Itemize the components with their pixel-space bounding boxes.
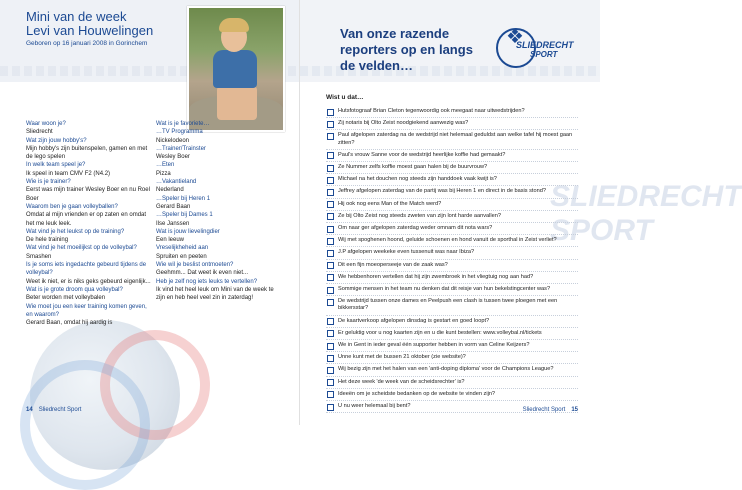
list-item: [326, 389, 578, 401]
interview-question: …Speler bij Heren 1: [156, 195, 211, 202]
interview-answer: Gerard Baan, omdat hij aardig is: [26, 320, 113, 327]
list-item: [326, 272, 578, 284]
checkbox-icon: [327, 404, 334, 411]
right-page: [300, 0, 742, 425]
section-title: Mini van de week: [26, 9, 127, 24]
checkbox-icon: [327, 201, 334, 208]
checkbox-icon: [327, 133, 334, 140]
list-item-text: Dit een fijn moeoperseeje van de zaak was?: [338, 261, 448, 268]
interview-question: Wat is jouw lievelingdier: [156, 228, 220, 235]
watermark-logo: SLIEDRECHT SPORT: [550, 180, 742, 247]
checkbox-icon: [327, 330, 334, 337]
player-name: Levi van Houwelingen: [26, 23, 154, 38]
checkbox-icon: [327, 287, 334, 294]
interview-answer: Spruiten en peeten: [156, 253, 207, 260]
list-item: [326, 162, 578, 174]
checkbox-icon: [327, 165, 334, 172]
list-item: [326, 223, 578, 235]
list-item: [326, 260, 578, 272]
list-item-text: J.P afgelopen weekeke even tussenuit was naar Ibiza?: [338, 249, 475, 256]
list-item-text: We in Gent in ieder geval één supporter hebben in vorm van Celine Keijzers?: [338, 342, 530, 349]
interview-question: Wat is je grote droom qua volleybal?: [26, 286, 123, 293]
left-page: [0, 0, 300, 425]
list-item: [326, 296, 578, 315]
intro-heading: Wist u dat…: [326, 94, 364, 101]
interview-answer: Ik speel in team CMV F2 (N4.2): [26, 170, 111, 177]
checkbox-icon: [327, 391, 334, 398]
footer-label: Sliedrecht Sport: [522, 407, 566, 413]
interview-question: …Vakantieland: [156, 179, 197, 186]
list-item-text: Hij ook nog eens Man of the Match werd?: [338, 200, 442, 207]
list-item: [326, 186, 578, 198]
list-item-text: Michael na het douchen nog steeds zijn handdoek vaak kwijt is?: [338, 176, 497, 183]
interview-answer: Gerard Baan: [156, 203, 191, 210]
player-photo: [187, 6, 285, 132]
interview-answer: Geehmm... Dat weet ik even niet...: [156, 270, 249, 277]
sliedrecht-sport-logo: ❖ SLIEDRECHT SPORT: [496, 22, 576, 66]
interview-question: Heb je zelf nog iets leuks te vertellen?: [156, 278, 258, 285]
interview-answer: Mijn hobby's zijn buitenspelen, gamen en met de lego spelen: [26, 145, 148, 161]
list-item-text: Het deze week 'de week van de scheidsrechter' is?: [338, 378, 465, 385]
interview-answer: De hele training: [26, 237, 69, 244]
checkbox-icon: [327, 152, 334, 159]
list-item-text: De wedstrijd tussen onze dames en Peelpush een clash is tussen twee ploegen met een bikkersstar?: [338, 298, 558, 312]
list-item-text: Hutsfotograaf Brian Cleton tegenwoordig ook meegaat naar uitwedstrijden?: [338, 108, 525, 114]
volleyball-player-icon: ❖: [506, 26, 524, 48]
list-item-text: Ideeën om je scheidste bedanken op de website te vinden zijn?: [338, 390, 496, 397]
interview-question: Wie moet jou een keer training komen geven, en waarom?: [26, 303, 147, 318]
interview-question: Wat vind je het moeilijkst op de volleybal?: [26, 245, 137, 252]
list-item-text: Wij bezig zijn met het halen van een 'anti-doping diploma' voor de Champions League?: [338, 366, 554, 373]
checkbox-icon: [327, 189, 334, 196]
interview-answer: Ilse Janssen: [156, 220, 190, 227]
interview-answer: Sliedrecht: [26, 129, 53, 136]
interview-question: Vreselijkheheid aan: [156, 245, 209, 252]
interview-question: Wie is je trainer?: [26, 179, 71, 186]
list-item-text: Ze bij Olto Zeist nog steeds zweten van zijn lont harde aanvallen?: [338, 212, 501, 219]
list-item: [326, 340, 578, 352]
list-item: [326, 247, 578, 259]
page-number: 14: [26, 407, 33, 413]
list-item: [326, 118, 578, 130]
interview-answer: Een leeuw: [156, 237, 185, 244]
reporters-title: Van onze razende reporters op en langs de velden…: [340, 26, 473, 73]
interview-question: …Trainer/Trainster: [156, 145, 206, 152]
checkbox-icon: [327, 343, 334, 350]
favorites-heading: Wat is je favoriete…: [156, 121, 210, 127]
checkbox-icon: [327, 367, 334, 374]
interview-answer: Pizza: [156, 170, 171, 177]
list-item-text: U nu weer helemaal bij bent?: [338, 403, 411, 410]
list-item: [326, 352, 578, 364]
list-item: [326, 328, 578, 340]
checkbox-icon: [327, 318, 334, 325]
list-item: [326, 130, 578, 149]
list-item-text: De kaartverkoop afgelopen dinsdag is gestart en goed loopt?: [338, 317, 490, 324]
list-item-text: Er geluktig voor u nog kaarten zijn en u die kunt bestellen: www.volleybal.nl/tickets: [338, 329, 542, 336]
checkbox-icon: [327, 177, 334, 184]
interview-answer: Eerst was mijn trainer Wesley Boer en nu Roel Boer: [26, 187, 150, 202]
list-item: [326, 150, 578, 162]
interview-column-1: [26, 120, 154, 327]
list-item-text: Zij notaris bij Olto Zeist noodgiekend aanwezig was?: [338, 120, 469, 127]
list-item: [326, 364, 578, 376]
page-footer-right: [523, 407, 578, 413]
checkbox-icon: [327, 238, 334, 245]
interview-answer: Nickelodeon: [156, 137, 190, 144]
interview-answer: Ik vind het heel leuk om Mini van de week te zijn en heb heel veel zin in zaterdag!: [156, 286, 274, 302]
list-item-text: Sommige mensen in het team nu denken dat dit reisje van hun bekelstingcenter was?: [338, 286, 551, 293]
list-item-text: Unne kunt met de bussen 21 oktober (zie website)?: [338, 354, 466, 361]
interview-answer: Nederland: [156, 187, 184, 194]
list-item-text: Om naar ger afgelopen zaterdag weder omnam dit nota wars?: [338, 225, 493, 232]
list-item: [326, 316, 578, 328]
list-item: [326, 106, 578, 118]
list-item: [326, 235, 578, 247]
checkbox-icon: [327, 379, 334, 386]
list-item-text: Jeffrey afgelopen zaterdag van de partij was bij Heren 1 en direct in de basis stond?: [338, 188, 546, 195]
list-item-text: Paul's vrouw Sanne voor de wedstrijd heerlijke koffie had gemaakt?: [338, 151, 506, 158]
interview-question: Waar woon je?: [26, 121, 66, 127]
checkbox-icon: [327, 250, 334, 257]
interview-question: …Eten: [156, 162, 175, 169]
checkbox-icon: [327, 121, 334, 128]
interview-question: Wat zijn jouw hobby's?: [26, 137, 87, 144]
checkbox-icon: [327, 274, 334, 281]
interview-answer: Wesley Boer: [156, 154, 190, 161]
interview-answer: Omdat al mijn vrienden er op zaten en omdat het me leuk leek.: [26, 212, 147, 227]
list-item-text: We hebbenhoren vertellen dat hij zijn zwembroek in het vliegtuig nog aan had?: [338, 273, 534, 280]
interview-question: …Speler bij Dames 1: [156, 212, 213, 219]
list-item: [326, 211, 578, 223]
interview-question: Wie wil je beslist ontmoeten?: [156, 262, 234, 269]
list-item: [326, 377, 578, 389]
list-item: [326, 174, 578, 186]
interview-answer: Weet ik niet, er is niks geks gebeurd eigenlijk...: [26, 278, 151, 285]
list-item-text: Ze Nummer zelfs koffie moest gaan halen bij de buurvrouw?: [338, 164, 488, 171]
list-item-text: Paul afgelopen zaterdag na de wedstrijd niet helemaal geduldst aan welke tafel hij moest gaan zitten?: [338, 132, 573, 146]
interview-column-2: [156, 120, 284, 303]
page-number: 15: [571, 407, 578, 413]
checkbox-icon: [327, 226, 334, 233]
interview-question: Is je soms iets ingedachte gebeurd tijdens de volleybal?: [26, 262, 147, 277]
interview-answer: Beter worden met volleybalen: [26, 295, 106, 302]
wist-u-dat-list: [326, 106, 578, 413]
interview-question: …TV Programma: [156, 129, 203, 136]
list-item: [326, 284, 578, 296]
list-item-text: Wij met spoghenen hoond, geluide schoenen en hond vanuit de sporthal in Zeist verliet?: [338, 237, 557, 244]
footer-label: Sliedrecht Sport: [38, 407, 82, 413]
interview-question: Waarom ben je gaan volleyballen?: [26, 203, 118, 210]
checkbox-icon: [327, 299, 334, 306]
interview-question: In welk team speel je?: [26, 162, 86, 169]
interview-question: Wat vind je het leukst op de training?: [26, 228, 125, 235]
checkbox-icon: [327, 355, 334, 362]
player-birth: Geboren op 16 januari 2008 in Gorinchem: [26, 40, 148, 47]
page-footer-left: [26, 407, 81, 413]
interview-answer: Smashen: [26, 253, 52, 260]
volleyball-image: [30, 320, 180, 470]
checkbox-icon: [327, 262, 334, 269]
checkbox-icon: [327, 109, 334, 116]
list-item: [326, 199, 578, 211]
checkbox-icon: [327, 213, 334, 220]
